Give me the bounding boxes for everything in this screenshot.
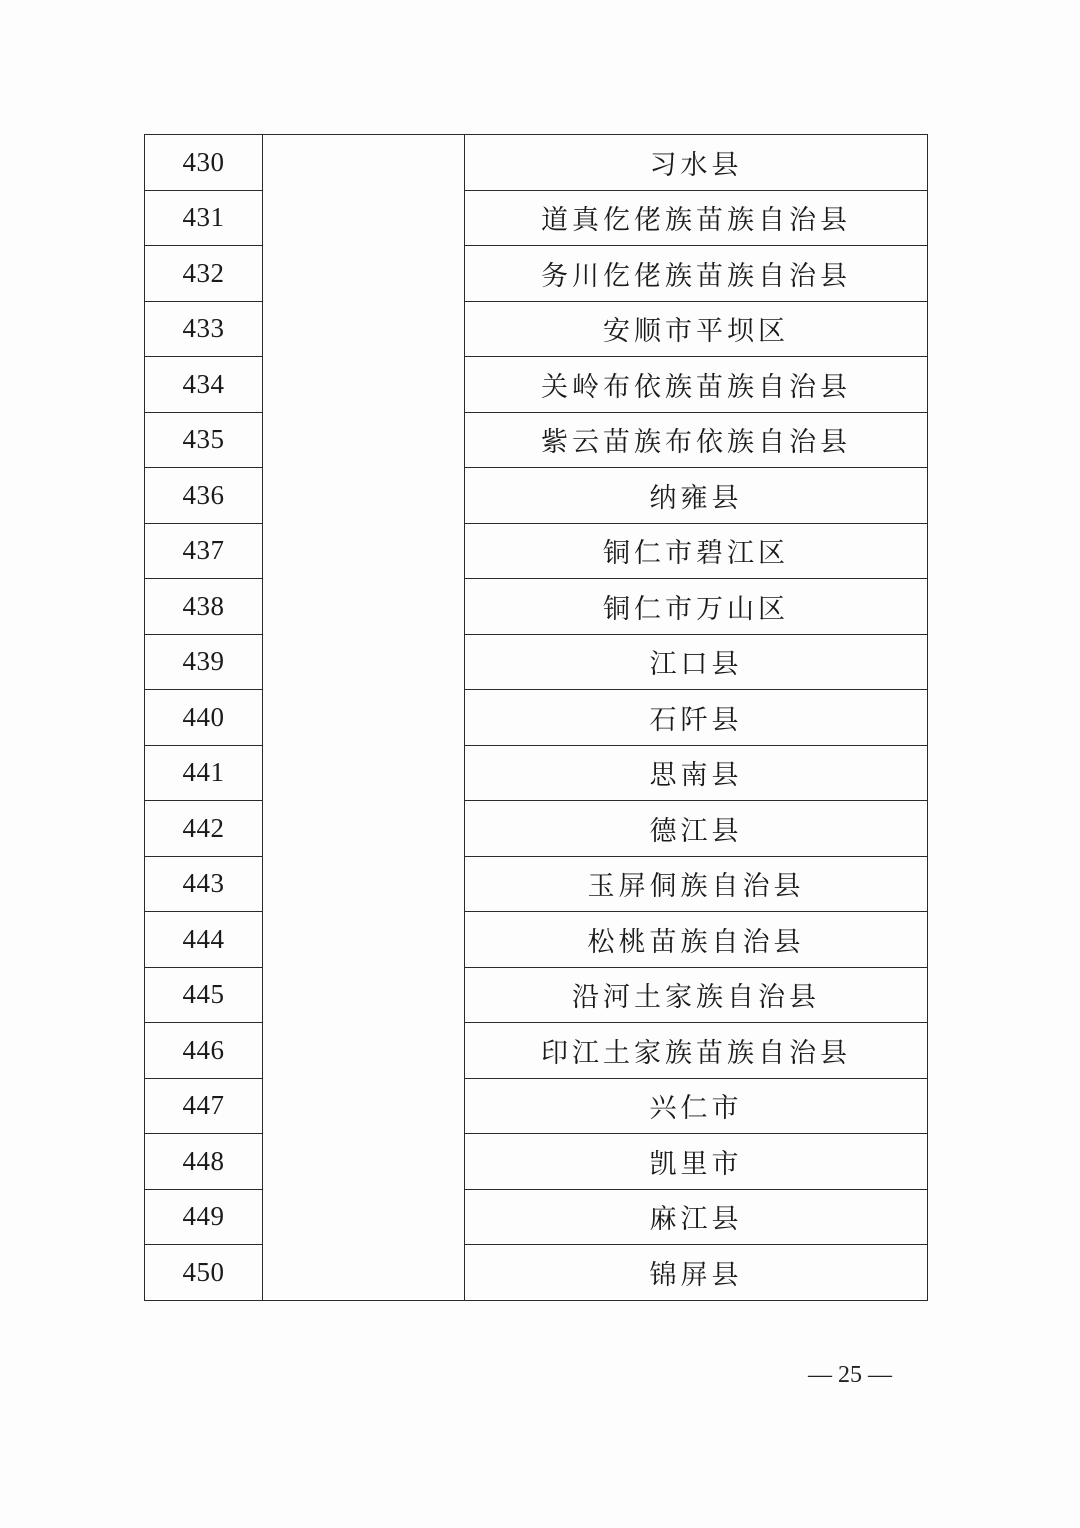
region-cell	[263, 1189, 465, 1245]
row-number-cell: 449	[145, 1189, 263, 1245]
table-row	[145, 1023, 928, 1079]
row-number-cell: 431	[145, 190, 263, 246]
row-number-cell: 445	[145, 967, 263, 1023]
region-cell	[263, 1023, 465, 1079]
region-cell	[263, 190, 465, 246]
county-name-cell: 江口县	[465, 634, 928, 690]
table-row	[145, 856, 928, 912]
county-name-cell: 道真仡佬族苗族自治县	[465, 190, 928, 246]
county-name-cell: 锦屏县	[465, 1245, 928, 1301]
region-cell	[263, 801, 465, 857]
table-row	[145, 634, 928, 690]
row-number-cell: 447	[145, 1078, 263, 1134]
region-cell	[263, 579, 465, 635]
table-row	[145, 135, 928, 191]
region-cell	[263, 1134, 465, 1190]
county-name-cell: 纳雍县	[465, 468, 928, 524]
county-name-cell: 铜仁市万山区	[465, 579, 928, 635]
row-number-cell: 432	[145, 246, 263, 302]
county-name-cell: 兴仁市	[465, 1078, 928, 1134]
table-row	[145, 801, 928, 857]
row-number-cell: 433	[145, 301, 263, 357]
region-cell	[263, 1078, 465, 1134]
county-name-cell: 石阡县	[465, 690, 928, 746]
table-row	[145, 690, 928, 746]
region-cell	[263, 357, 465, 413]
row-number-cell: 441	[145, 745, 263, 801]
table-body	[145, 135, 928, 1301]
table-row	[145, 190, 928, 246]
county-name-cell: 紫云苗族布依族自治县	[465, 412, 928, 468]
table-row	[145, 301, 928, 357]
row-number-cell: 442	[145, 801, 263, 857]
region-cell	[263, 634, 465, 690]
row-number-cell: 448	[145, 1134, 263, 1190]
region-cell	[263, 856, 465, 912]
table-row	[145, 745, 928, 801]
row-number-cell: 436	[145, 468, 263, 524]
county-name-cell: 麻江县	[465, 1189, 928, 1245]
table-row	[145, 1245, 928, 1301]
table-row	[145, 912, 928, 968]
region-cell	[263, 745, 465, 801]
row-number-cell: 440	[145, 690, 263, 746]
page-number: — 25 —	[808, 1362, 892, 1388]
county-name-cell: 务川仡佬族苗族自治县	[465, 246, 928, 302]
county-name-cell: 安顺市平坝区	[465, 301, 928, 357]
table-row	[145, 579, 928, 635]
region-cell	[263, 690, 465, 746]
row-number-cell: 443	[145, 856, 263, 912]
region-cell	[263, 967, 465, 1023]
county-name-cell: 玉屏侗族自治县	[465, 856, 928, 912]
county-name-cell: 习水县	[465, 135, 928, 191]
region-cell	[263, 412, 465, 468]
row-number-cell: 450	[145, 1245, 263, 1301]
region-cell	[263, 523, 465, 579]
table-row	[145, 523, 928, 579]
row-number-cell: 438	[145, 579, 263, 635]
county-name-cell: 沿河土家族自治县	[465, 967, 928, 1023]
region-cell	[263, 912, 465, 968]
county-name-cell: 松桃苗族自治县	[465, 912, 928, 968]
region-cell	[263, 468, 465, 524]
county-name-cell: 印江土家族苗族自治县	[465, 1023, 928, 1079]
region-cell	[263, 246, 465, 302]
region-cell	[263, 1245, 465, 1301]
row-number-cell: 437	[145, 523, 263, 579]
table-row	[145, 412, 928, 468]
county-name-cell: 铜仁市碧江区	[465, 523, 928, 579]
county-name-cell: 凯里市	[465, 1134, 928, 1190]
county-name-cell: 德江县	[465, 801, 928, 857]
table-row	[145, 1189, 928, 1245]
row-number-cell: 435	[145, 412, 263, 468]
county-table	[144, 134, 928, 1301]
table-row	[145, 1134, 928, 1190]
table-row	[145, 1078, 928, 1134]
table-row	[145, 468, 928, 524]
region-cell	[263, 301, 465, 357]
county-name-cell: 关岭布依族苗族自治县	[465, 357, 928, 413]
table-row	[145, 967, 928, 1023]
row-number-cell: 430	[145, 135, 263, 191]
row-number-cell: 439	[145, 634, 263, 690]
row-number-cell: 434	[145, 357, 263, 413]
region-cell	[263, 135, 465, 191]
row-number-cell: 446	[145, 1023, 263, 1079]
row-number-cell: 444	[145, 912, 263, 968]
table-row	[145, 357, 928, 413]
table-row	[145, 246, 928, 302]
county-name-cell: 思南县	[465, 745, 928, 801]
